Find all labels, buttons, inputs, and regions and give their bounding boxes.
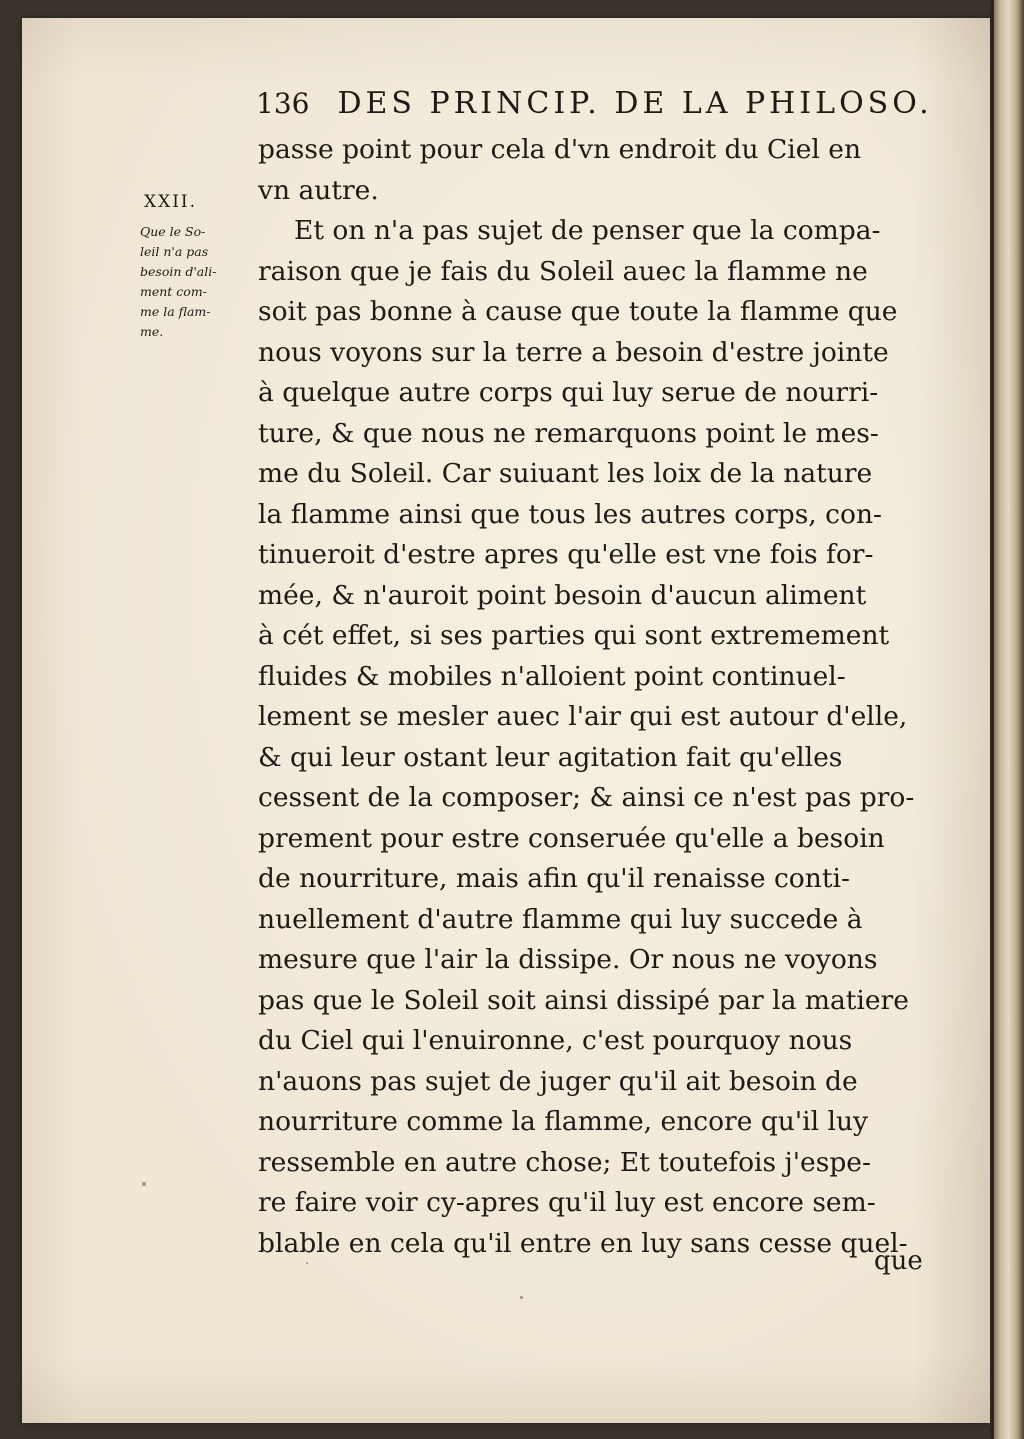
text-line: lement se mesler auec l'air qui est autour d'elle, [258,701,908,732]
text-line: me du Soleil. Car suiuant les loix de la nature [258,458,873,489]
text-line: passe point pour cela d'vn endroit du Ciel en [258,134,862,165]
text-line: pas que le Soleil soit ainsi dissipé par la matiere [258,984,909,1016]
paper-speck [306,1262,308,1264]
gutter-shadow [990,0,994,1439]
text-line: à cét effet, si ses parties qui sont extremement [258,620,890,651]
margin-note-number: XXII. [144,192,198,212]
margin-note-line: leil n'a pas [140,244,209,259]
margin-note-line: ment com- [140,284,207,299]
text-line: Et on n'a pas sujet de penser que la compa- [294,215,881,246]
text-line: nous voyons sur la terre a besoin d'estre jointe [258,336,889,368]
catchword: que [874,1246,923,1276]
page-header [256,86,936,130]
text-line: ressemble en autre chose; Et toutefois j'espe- [258,1146,871,1178]
margin-note-line: besoin d'ali- [140,264,217,279]
text-line: mée, & n'auroit point besoin d'aucun aliment [258,579,867,611]
text-line: de nourriture, mais afin qu'il renaisse conti- [258,863,850,894]
margin-note-line: Que le So- [140,224,206,239]
text-line: n'auons pas sujet de juger qu'il ait besoin de [258,1065,858,1097]
text-line: re faire voir cy-apres qu'il luy est encore sem- [258,1187,876,1218]
running-head: DES PRINCIP. DE LA PHILOSO. [337,86,933,121]
text-line: tinueroit d'estre apres qu'elle est vne fois for- [258,539,874,570]
paper-speck [520,1296,523,1299]
text-line: vn autre. [258,174,379,206]
margin-note-line: me la flam- [140,304,211,319]
margin-note [140,192,252,342]
text-line: mesure que l'air la dissipe. Or nous ne voyons [258,944,878,975]
page-number: 136 [256,87,310,120]
paper-speck [142,1182,146,1186]
margin-note-line: me. [140,324,164,339]
text-line: à quelque autre corps qui luy serue de nourri- [258,377,879,408]
text-line: blable en cela qu'il entre en luy sans cesse quel- [258,1227,908,1259]
text-line: la flamme ainsi que tous les autres corps, con- [258,498,882,530]
text-line: fluides & mobiles n'alloient point continuel- [258,660,846,692]
text-line: raison que je fais du Soleil auec la flamme ne [258,255,868,287]
text-line: nuellement d'autre flamme qui luy succede à [258,903,863,935]
text-line: & qui leur ostant leur agitation fait qu'elles [258,741,843,773]
body-text [258,130,938,1264]
text-line: du Ciel qui l'enuironne, c'est pourquoy nous [258,1025,853,1056]
book-gutter [990,0,1024,1439]
text-line: cessent de la composer; & ainsi ce n'est pas pro- [258,782,915,813]
text-line: prement pour estre conseruée qu'elle a besoin [258,822,885,854]
text-line: ture, & que nous ne remarquons point le mes- [258,417,879,449]
text-line: soit pas bonne à cause que toute la flamme que [258,296,898,327]
text-line: nourriture comme la flamme, encore qu'il luy [258,1106,869,1137]
